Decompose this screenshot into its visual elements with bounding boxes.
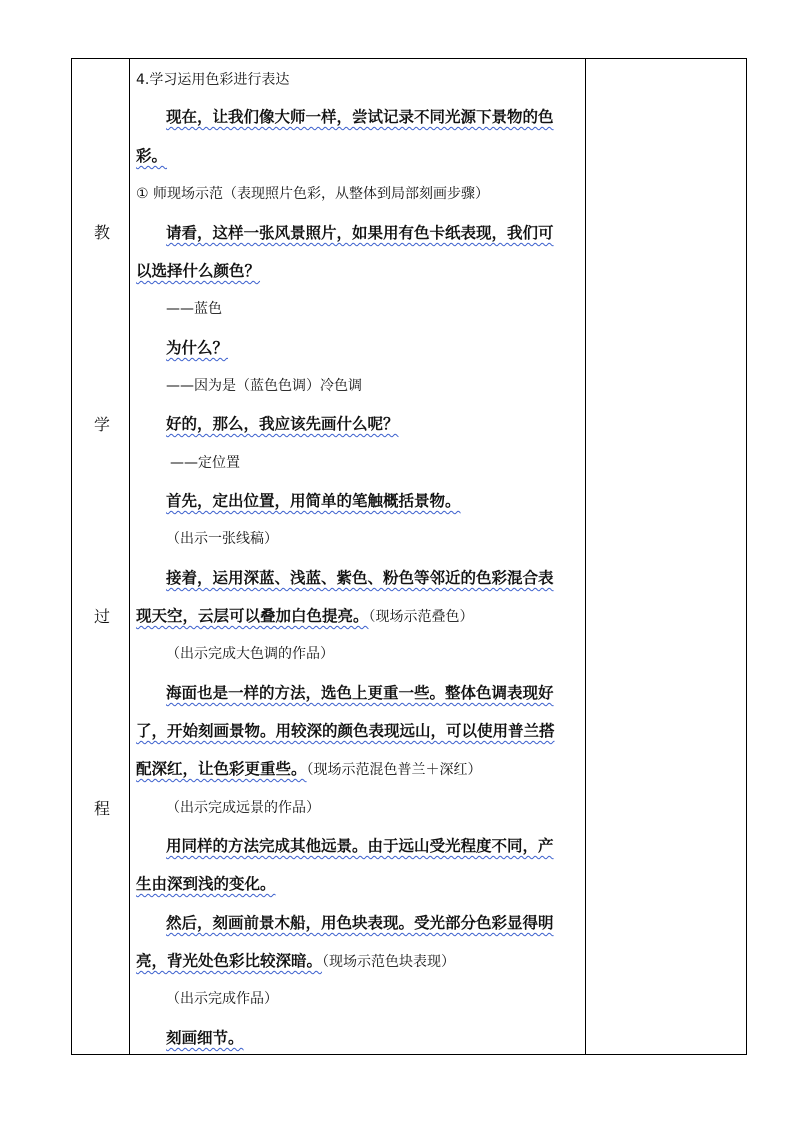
side-label-char-2: 学 [94,415,111,434]
sky-step-line-2-note: （现场示范叠色） [368,609,474,625]
sky-step-line-2-text: 现天空，云层可以叠加白色提亮。 [136,607,369,625]
sea-step-line-1: 海面也是一样的方法，选色上更重一些。整体色调表现好 [166,684,554,702]
distant-step-line-2: 生由深到浅的变化。 [136,875,276,893]
sea-step-line-3-note: （现场示范混色普兰＋深红） [306,762,482,778]
sky-step-line-2 [136,606,474,627]
sky-step-line-1: 接着，运用深蓝、浅蓝、紫色、粉色等邻近的色彩混合表 [166,569,554,587]
answer-3: ——定位置 [170,455,240,471]
side-label-char-1: 教 [94,223,111,242]
left-column-divider [129,59,130,1054]
answer-1: ——蓝色 [166,301,222,317]
sea-step-line-2: 了，开始刻画景物。用较深的颜色表现远山，可以使用普兰搭 [136,722,555,740]
detail-step-text: 刻画细节。 [166,1029,244,1047]
step-position-text: 首先，定出位置，用简单的笔触概括景物。 [166,492,461,510]
sea-step-line-3 [136,759,482,780]
distant-step-line-1: 用同样的方法完成其他远景。由于远山受光程度不同，产 [166,837,554,855]
foreground-step-line-2-text: 亮，背光处色彩比较深暗。 [136,952,323,970]
side-label-char-3: 过 [94,607,111,626]
question-1-line-1: 请看，这样一张风景照片，如果用有色卡纸表现，我们可 [166,224,554,242]
show-tone-work-note: （出示完成大色调的作品） [166,646,334,662]
show-distant-work-note: （出示完成远景的作品） [166,800,320,816]
foreground-step-line-1: 然后，刻画前景木船，用色块表现。受光部分色彩显得明 [166,914,554,932]
side-label-char-4: 程 [94,799,111,818]
question-2: 为什么？ [166,339,229,357]
show-sketch-note: （出示一张线稿） [166,531,278,547]
intro-line-2: 彩。 [136,147,168,165]
question-1-line-2: 以选择什么颜色？ [136,262,261,280]
intro-line-1: 现在，让我们像大师一样，尝试记录不同光源下景物的色 [166,108,554,126]
sea-step-line-3-text: 配深红，让色彩更重些。 [136,760,307,778]
section-heading: 4.学习运用色彩进行表达 [136,72,290,88]
answer-2: ——因为是（蓝色色调）冷色调 [166,378,362,394]
show-finished-work-note: （出示完成作品） [166,991,278,1007]
question-3: 好的，那么，我应该先画什么呢？ [166,415,399,433]
demo-step-1: ① 师现场示范（表现照片色彩，从整体到局部刻画步骤） [136,186,489,202]
foreground-step-line-2-note: （现场示范色块表现） [322,954,456,970]
right-column-divider [585,59,586,1054]
foreground-step-line-2 [136,951,455,972]
lesson-table [71,58,747,1055]
